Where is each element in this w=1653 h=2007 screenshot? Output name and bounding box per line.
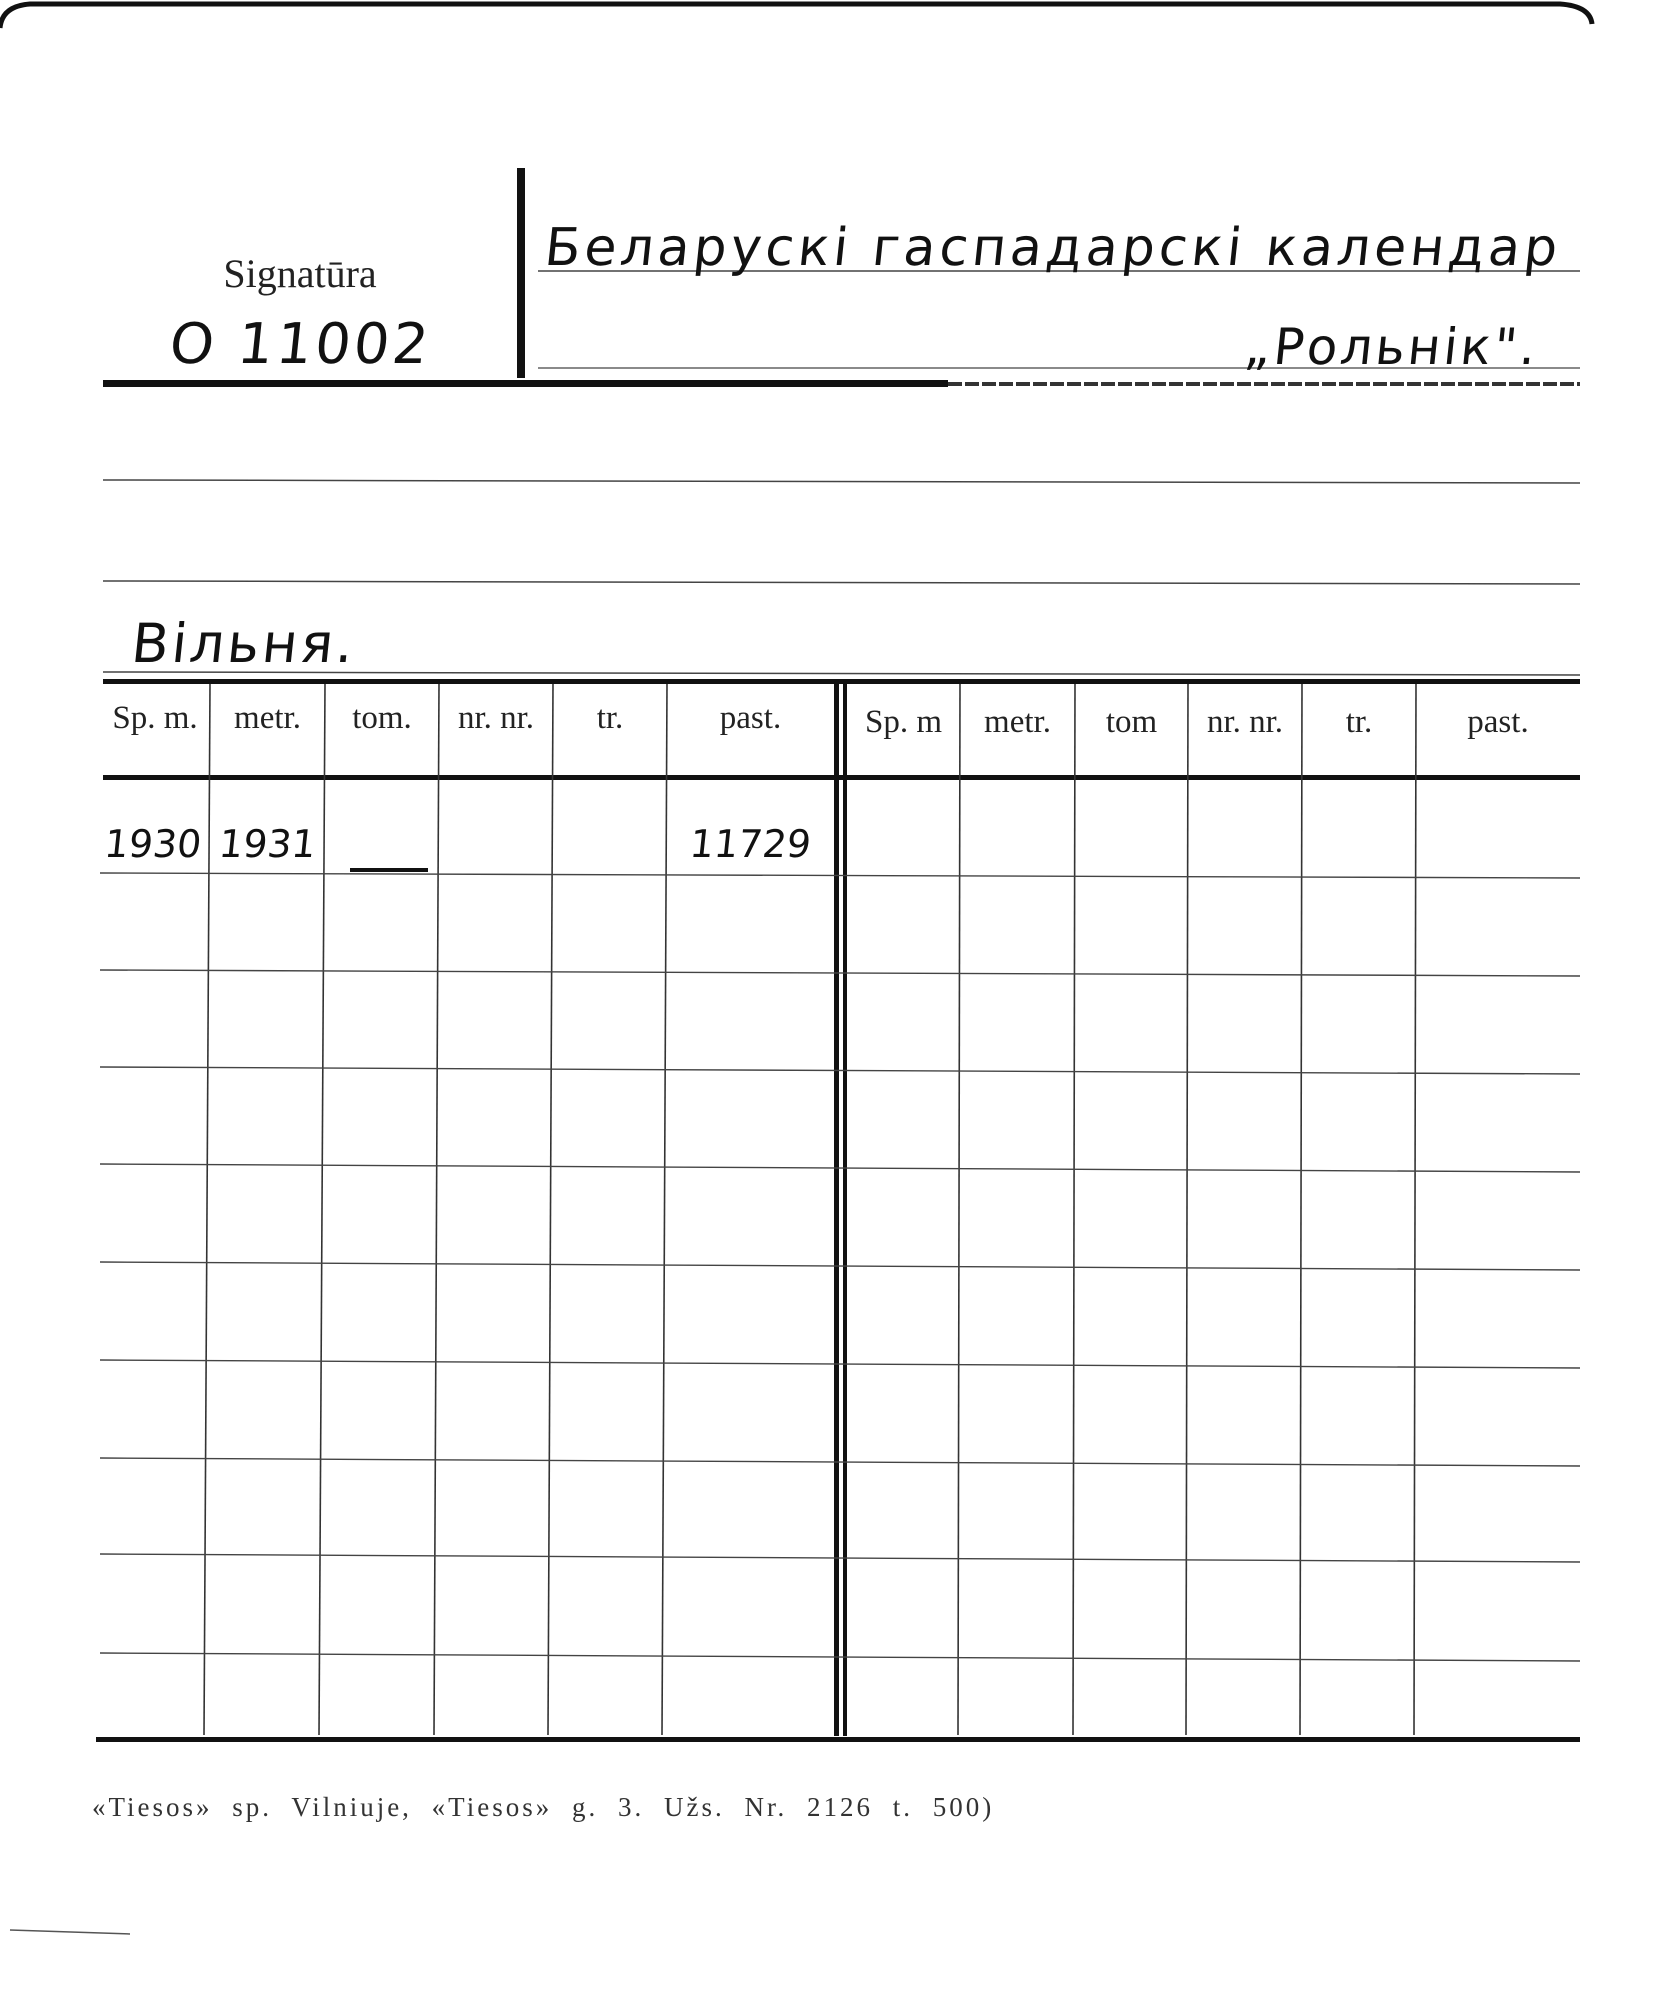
header-tom-right: tom — [1105, 704, 1158, 740]
header-past-left: past. — [719, 700, 782, 736]
place-of-publication: Вільня. — [128, 612, 360, 675]
printer-imprint: «Tiesos» sp. Vilniuje, «Tiesos» g. 3. Užs. Nr. 2126 t. 500) — [92, 1792, 995, 1822]
cell-sp-m-1: 1930 — [102, 822, 204, 866]
header-tr-left: tr. — [596, 700, 624, 736]
header-tr-right: tr. — [1345, 704, 1373, 740]
header-metr-right: metr. — [984, 704, 1051, 740]
cell-metr-1: 1931 — [216, 822, 319, 866]
header-sp-m-left: Sp. m. — [112, 700, 198, 736]
header-nr-right: nr. nr. — [1206, 704, 1284, 740]
title-line-2: „Рольнік". — [1241, 318, 1542, 376]
header-tom-left: tom. — [352, 700, 412, 736]
cell-past-1: 11729 — [687, 822, 814, 866]
header-metr-left: metr. — [234, 700, 301, 736]
signatura-label: Signatūra — [223, 251, 377, 296]
signatura-value: O 11002 — [166, 312, 435, 377]
header-nr-left: nr. nr. — [457, 700, 535, 736]
header-past-right: past. — [1467, 704, 1529, 740]
header-sp-m-right: Sp. m — [864, 704, 943, 740]
title-line-1: Беларускі гаспадарскі календар — [541, 218, 1565, 278]
